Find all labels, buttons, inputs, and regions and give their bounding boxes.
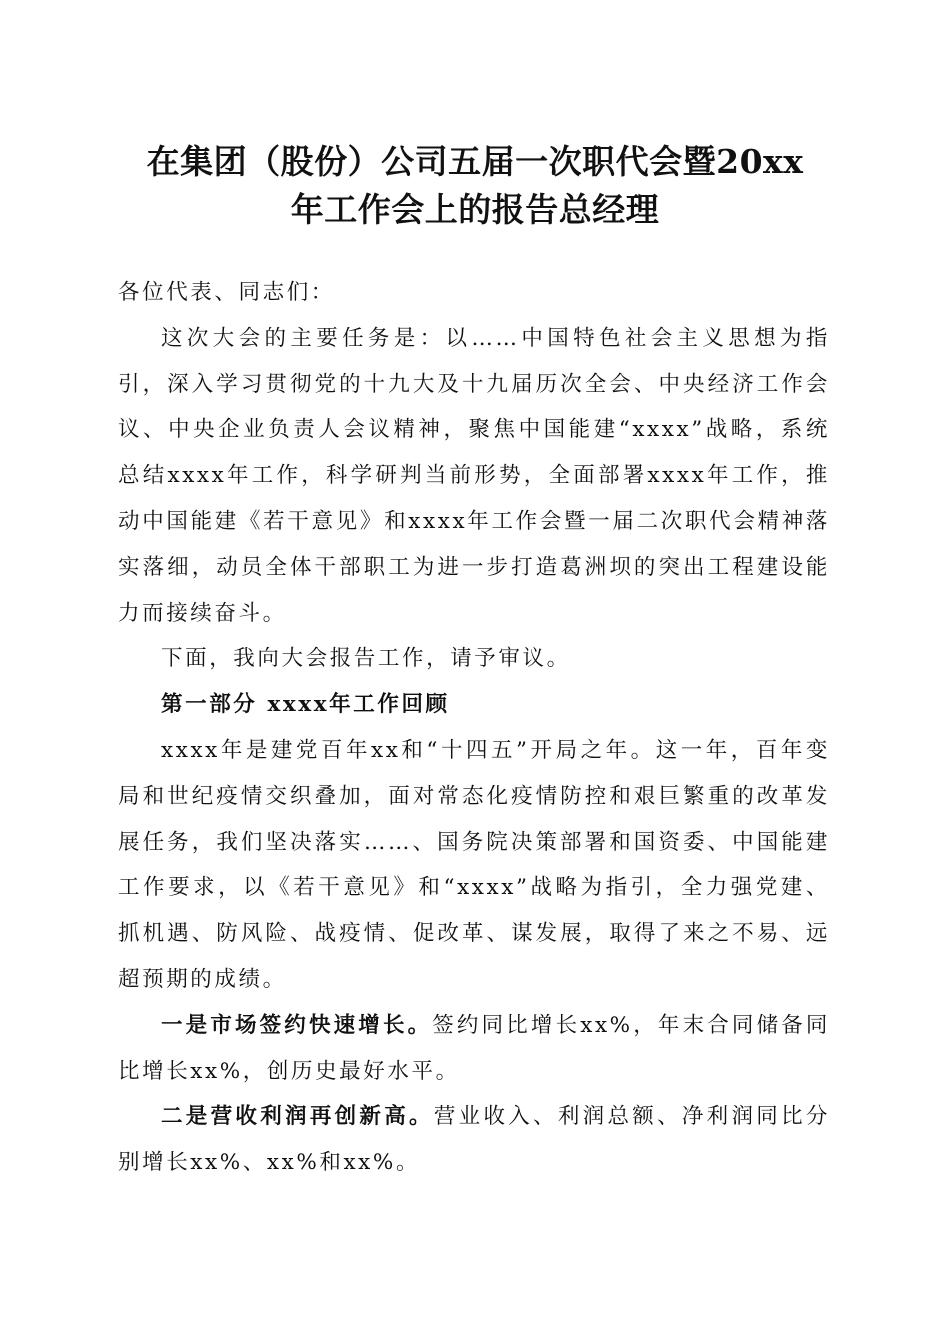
paragraph-intro: 这次大会的主要任务是：以……中国特色社会主义思想为指引，深入学习贯彻党的十九大及十九届历次全会、中央经济工作会议、中央企业负责人会议精神，聚焦中国能建“xxxx”战略，系统总结xxxx年工作，科学研判当前形势，全面部署xxxx年工作，推动中国能建《若干意见》和xxxx年工作会暨一届二次职代会精神落实落细，动员全体干部职工为进一步打造葛洲坝的突出工程建设能力而接续奋斗。 xyxy=(118,325,830,626)
paragraph-review: xxxx年是建党百年xx和“十四五”开局之年。这一年，百年变局和世纪疫情交织叠加，面对常态化疫情防控和艰巨繁重的改革发展任务，我们坚决落实……、国务院决策部署和国资委、中国能建工作要求，以《若干意见》和“xxxx”战略为指引，全力强党建、抓机遇、防风险、战疫情、促改革、谋发展，取得了来之不易、远超预期的成绩。 xyxy=(118,737,830,992)
paragraph-report: 下面，我向大会报告工作，请予审议。 xyxy=(161,646,571,672)
section-heading: 第一部分 xxxx年工作回顾 xyxy=(161,692,450,718)
point-text: 营业收入、利润总额、净利润同比分别增长xx%、xx%和xx%。 xyxy=(118,1104,830,1176)
title-line-2: 年工作会上的报告总经理 xyxy=(290,190,660,229)
point-lead: 一是市场签约快速增长。 xyxy=(161,1012,433,1038)
point-lead: 二是营收利润再创新高。 xyxy=(161,1104,434,1130)
title-line-1: 在集团（股份）公司五届一次职代会暨20xx xyxy=(146,142,804,181)
document-title xyxy=(100,138,850,234)
point-text: 签约同比增长xx%，年末合同储备同比增长xx%，创历史最好水平。 xyxy=(118,1012,830,1084)
document-body xyxy=(118,270,830,1186)
point-market-signing xyxy=(118,1003,830,1095)
point-revenue-profit xyxy=(118,1094,830,1186)
salutation: 各位代表、同志们： xyxy=(118,280,335,305)
